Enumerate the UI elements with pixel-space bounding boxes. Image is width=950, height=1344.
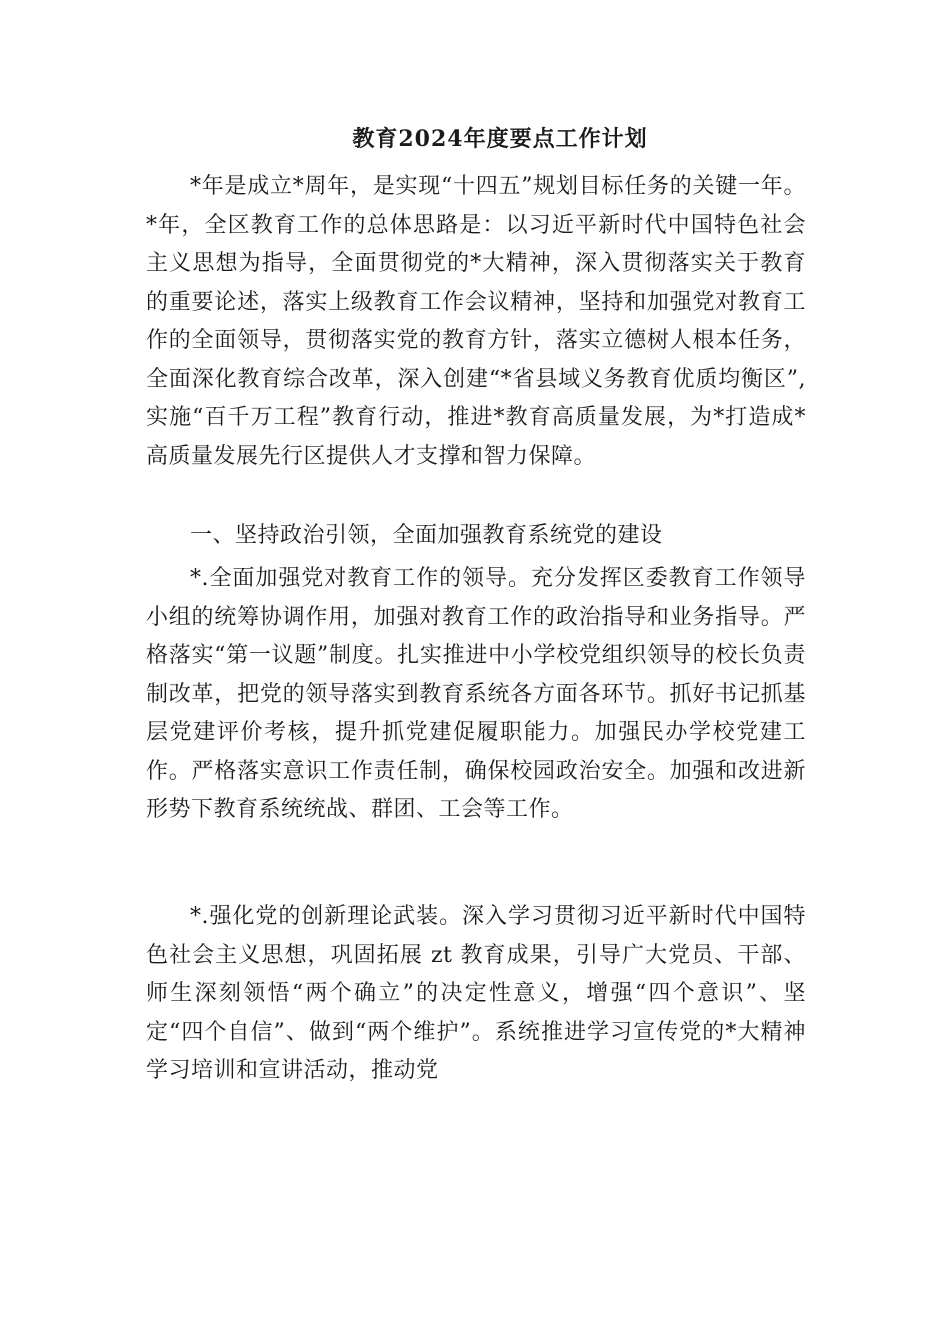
body-paragraph: *.全面加强党对教育工作的领导。充分发挥区委教育工作领导小组的统筹协调作用，加强对教育工作的政治指导和业务指导。严格落实“第一议题”制度。扎实推进中小学校党组织领导的校长负责制改革，把党的领导落实到教育系统各方面各环节。抓好书记抓基层党建评价考核，提升抓党建促履职能力。加强民办学校党建工作。严格落实意识工作责任制，确保校园政治安全。加强和改进新形势下教育系统统战、群团、工会等工作。 (146, 566, 806, 822)
section-heading: 一、坚持政治引领，全面加强教育系统党的建设 (190, 523, 663, 548)
body-paragraph: *.强化党的创新理论武装。深入学习贯彻习近平新时代中国特色社会主义思想，巩固拓展 zt 教育成果，引导广大党员、干部、师生深刻领悟“两个确立”的决定性意义，增强“四个意识”、坚定“四个自信”、做到“两个维护”。系统推进学习宣传党的*大精神学习培训和宣讲活动，推动党 (146, 904, 806, 1083)
document-title: 教育2024年度要点工作计划 (352, 126, 648, 152)
intro-paragraph: *年是成立*周年，是实现“十四五”规划目标任务的关键一年。*年，全区教育工作的总体思路是：以习近平新时代中国特色社会主义思想为指导，全面贯彻党的*大精神，深入贯彻落实关于教育的重要论述，落实上级教育工作会议精神，坚持和加强党对教育工作的全面领导，贯彻落实党的教育方针，落实立德树人根本任务，全面深化教育综合改革，深入创建“*省县域义务教育优质均衡区”,实施“百千万工程”教育行动，推进*教育高质量发展，为*打造成*高质量发展先行区提供人才支撑和智力保障。 (146, 174, 806, 469)
